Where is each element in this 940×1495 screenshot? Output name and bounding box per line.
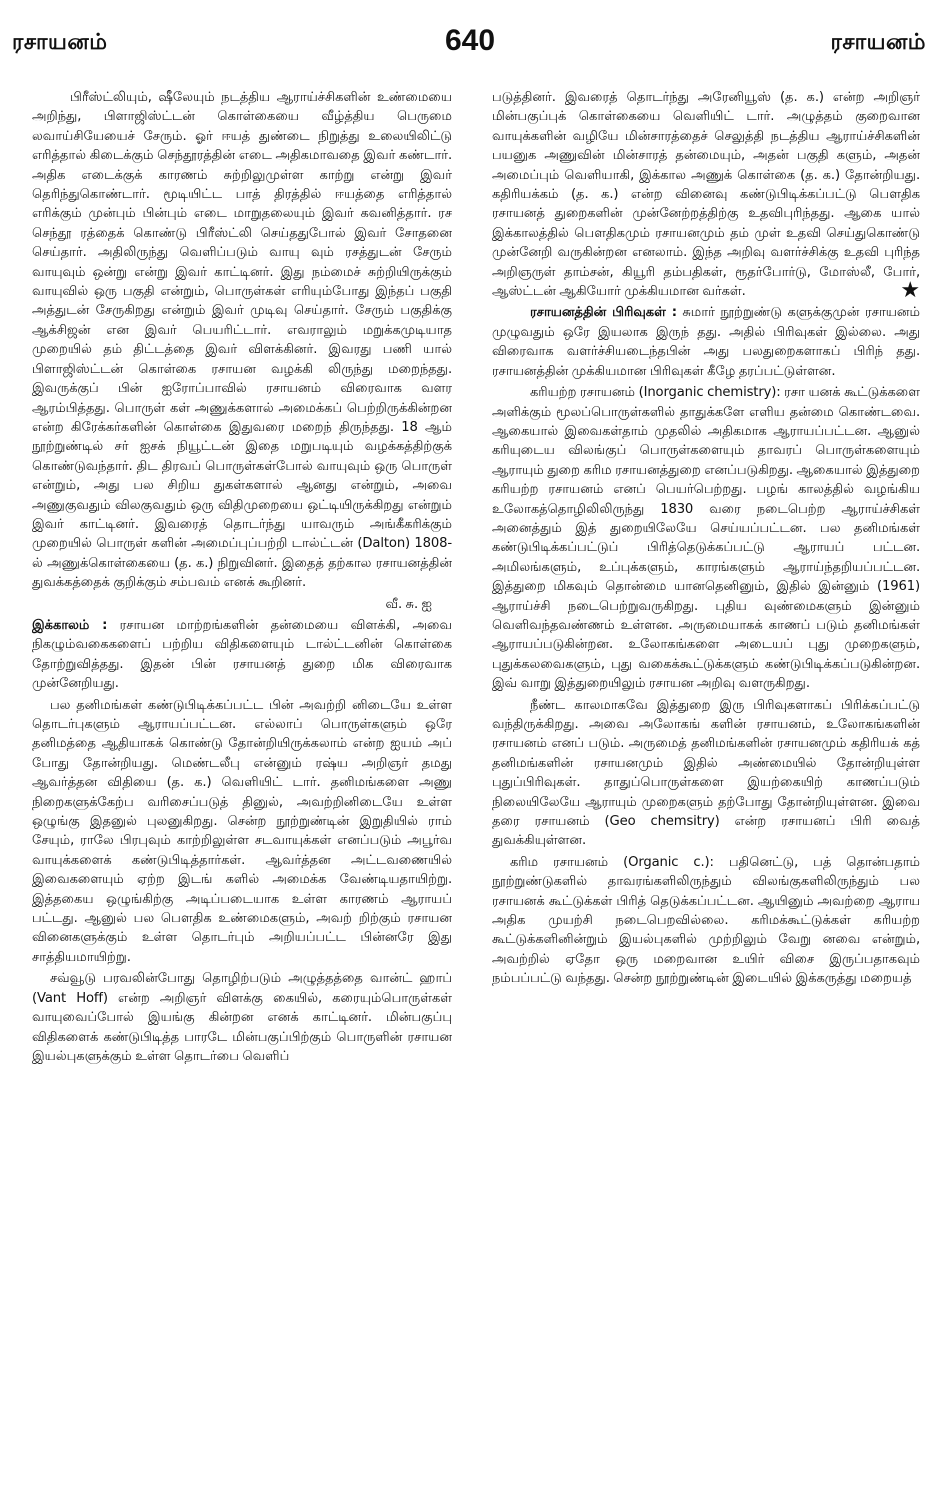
paragraph-modern-era [32,616,452,694]
paragraph-inorganic: கரியற்ற ரசாயனம் (Inorganic chemistry): ரசா யனக் கூட்டுக்களை அளிக்கும் மூலப்பொருள்களில் தாதுக்களே எளிய தன்மை கொண்டவை. ஆகையால் இவைகள்தாம் முதலில் அதிகமாக ஆராயப்பட்டன. ஆனுல் கரியுடைய விலங்குப் பொருள்களையும் தாவரப் பொருள்களையும் ஆராயும் துறை கரிம ரசாயனத்துறை எனப்படுகிறது. ஆகையால் இத்துறை கரியற்ற ரசாயனம் எனப் பெயர்பெற்றது. பழங் காலத்தில் வழங்கிய உலோகத்தொழிலிலிருந்து 1830 வரை நடைபெற்ற ஆராய்ச்சிகள் அனைத்தும் இத் துறையிலேயே செய்யப்பட்டன. பல தனிமங்கள் கண்டுபிடிக்கப்பட்டுப் பிரித்தெடுக்கப்பட்டு ஆராயப் பட்டன. அமிலங்களும், உப்புக்களும், காரங்களும் ஆராய்ந்தறியப்பட்டன. இத்துறை மிகவும் தொன்மை யானதெனினும், இதில் இன்னும் (1961) ஆராய்ச்சி நடைபெற்றுவருகிறது. புதிய வுண்மைகளும் இன்னும் வெளிவந்தவண்ணம் உள்ளன. அருமையாகக் காணப் படும் தனிமங்கள் ஆராயப்படுகின்றன. உலோகங்களை அடையப் புது முறைகளும், புதுக்கலவைகளும், புது வகைக்கூட்டுக்களும் கண்டுபிடிக்கப்படுகின்றன. இவ் வாறு இத்துறையிலும் ரசாயன அறிவு வளருகிறது. [492,385,920,692]
paragraph-lavoisier: பிரீஸ்ட்லியும், ஷீலேயும் நடத்திய ஆராய்ச்சிகளின் உண்மையை அறிந்து, பிளாஜிஸ்ட்டன் கொள்கையை வீழ்த்திய பெருமை லவாய்சியேயைச் சேரும். ஓர் ஈயத் துண்டை நிறுத்து உலையிலிட்டு எரித்தால் கிடைக்கும் செந்தூரத்தின் எடை அதிகமாவதை இவர் கண்டார். அதிக எடைக்குக் காரணம் சுற்றிலுமுள்ள காற்று என்று இவர் தெரிந்துகொண்டார். மூடியிட்ட பாத் திரத்தில் ஈயத்தை எரித்தால் எரிக்கும் முன்பும் பின்பும் எடை மாறுதலையும் இவர் கவனித்தார். ரச செந்தூ ரத்தைக் கொண்டு பிரீஸ்ட்லி செய்ததுபோல் இவர் சோதனை செய்தார். அதிலிருந்து வெளிப்படும் வாயு வும் ரசத்துடன் சேரும் வாயுவும் ஒன்று என்று இவர் காட்டினர். இது நம்மைச் சுற்றியிருக்கும் வாயுவில் ஒரு பகுதி என்றும், பொருள்கள் எரியும்போது இந்தப் பகுதி அத்துடன் சேருகிறது என்றும் இவர் முடிவு செய்தார். சேரும் பகுதிக்கு ஆக்சிஜன் என இவர் பெயரிட்டார். எவராலும் மறுக்கமுடியாத முறையில் தம் திட்டத்தை இவர் விளக்கினர். இவரது பணி யால் பிளாஜிஸ்ட்டன் கொள்கை ரசாயன வழக்கி லிருந்து மறைந்தது. இவருக்குப் பின் ஐரோப்பாவில் ரசாயனம் விரைவாக வளர ஆரம்பித்தது. பொருள் கள் அணுக்களால் அமைக்கப் பெற்றிருக்கின்றன என்ற கிரேக்கர்களின் கொள்கை இதுவரை மறைந் திருந்தது. 18 ஆம் நூற்றுண்டில் சர் ஐசக் நியூட்டன் இதை மறுபடியும் வழக்கத்திற்குக் கொண்டுவந்தார். திட திரவப் பொருள்கள்போல் வாயுவும் ஒரு பொருள் என்றும், அது பல சிறிய துகள்களால் ஆனது என்றும், அவை அணுகுவதும் விலகுவதும் ஒரு விதிமுறையை ஒட்டியிருக்கிறது என்றும் இவர் காட்டினர். இவரைத் தொடர்ந்து யாவரும் அங்கீகரிக்கும் முறையில் பொருள் களின் அமைப்புப்பற்றி டால்ட்டன் (Dalton) 1808-ல் அணுக்கொள்கையை (த. க.) நிறுவினர். இதைத் தற்கால ரசாயனத்தின் துவக்கத்தைக் குறிக்கும் சம்பவம் எனக் கூறினர். [32,90,452,591]
running-title-left: ரசாயனம் [12,30,108,55]
page-header [0,0,940,80]
paragraph-osmosis: சவ்வூடு பரவலின்போது தொழிற்படும் அழுத்தத்தை வான்ட் ஹாப் (Vant Hoff) என்ற அறிஞர் விளக்கு கையில், கரையும்பொருள்கள் வாயுவைப்போல் இயங்கு கின்றன எனக் காட்டினர். மின்பகுப்பு விதிகளைக் கண்டுபிடித்த பாரடே மின்பகுப்பிற்கும் பொருளின் ரசாயன இயல்புகளுக்கும் உள்ள தொடர்பை வெளிப் [32,971,452,1064]
section-heading-branches: ரசாயனத்தின் பிரிவுகள் : [530,305,677,321]
paragraph-branches [492,303,920,381]
paragraph-modern-era-text: ரசாயன மாற்றங்களின் தன்மையை விளக்கி, அவை நிகழும்வகைகளைப் பற்றிய விதிகளையும் டால்ட்டனின் கொள்கை தோற்றுவித்தது. இதன் பின் ரசாயனத் துறை மிக விரைவாக முன்னேறியது. [32,617,452,692]
paragraph-inorganic-divisions: நீண்ட காலமாகவே இத்துறை இரு பிரிவுகளாகப் பிரிக்கப்பட்டு வந்திருக்கிறது. அவை அலோகங் களின் ரசாயனம், உலோகங்களின் ரசாயனம் எனப் படும். அருமைத் தனிமங்களின் ரசாயனமும் கதிரியக் கத் தனிமங்களின் ரசாயனமும் இதில் அண்மையில் தோன்றியுள்ள புதுப்பிரிவுகள். தாதுப்பொருள்களை இயற்கையிற் காணப்படும் நிலையிலேயே ஆராயும் முறைகளும் தற்போது தோன்றியுள்ளன. இவை தரை ரசாயனம் (Geo chemsitry) என்ற ரசாயனப் பிரி வைத் துவக்கியுள்ளன. [492,697,920,849]
paragraph-branches-text: சுமார் நூற்றுண்டு களுக்குமுன் ரசாயனம் முழுவதும் ஒரே இயலாக இருந் தது. அதில் பிரிவுகள் இல்லை. அது விரைவாக வளர்ச்சியடைந்தபின் அது பலதுறைகளாகப் பிரிந் தது. ரசாயனத்தின் முக்கியமான பிரிவுகள் கீழே தரப்பட்டுள்ளன. [492,305,920,379]
page-number: 640 [444,24,496,57]
author-signature: வீ. சு. ஐ [385,596,432,612]
left-column [32,88,452,1488]
paragraph-organic: கரிம ரசாயனம் (Organic c.): பதினெட்டு, பத் தொன்பதாம் நூற்றுண்டுகளில் தாவரங்களிலிருந்தும் விலங்குகளிலிருந்தும் பல ரசாயனக் கூட்டுக்கள் பிரித் தெடுக்கப்பட்டன. ஆயினும் அவற்றை ஆராய அதிக முயற்சி நடைபெறவில்லை. கரிமக்கூட்டுக்கள் கரியற்ற கூட்டுக்களினின்றும் இயல்புகளில் முற்றிலும் வேறு னவை என்றும், அவற்றில் ஏதோ ஒரு மறைவான உயிர் விசை இருப்பதாகவும் நம்பப்பட்டு வந்தது. சென்ற நூற்றுண்டின் இடையில் இக்கருத்து மறையத் [492,854,920,987]
section-heading-modern-era: இக்காலம் : [32,617,108,633]
running-title-right: ரசாயனம் [830,30,926,55]
section-end-star-icon: ★ [900,278,920,304]
paragraph-atomic-theory [492,88,920,304]
paragraph-atomic-theory-text: படுத்தினர். இவரைத் தொடர்ந்து அரேனியூஸ் (த. க.) என்ற அறிஞர் மின்பகுப்புக் கொள்கையை வெளியிட் டார். அழுத்தம் குறைவான வாயுக்களின் வழியே மின்சாரத்தைச் செலுத்தி நடத்திய ஆராய்ச்சிகளின் பயனுக அணுவின் மின்சாரத் தன்மையும், அதன் பகுதி களும், அதன் அமைப்பும் வெளியாகி, இக்கால அணுக் கொள்கை (த. க.) தோன்றியது. கதிரியக்கம் (த. க.) என்ற வினைவு கண்டுபிடிக்கப்பட்டு பௌதிக ரசாயனத் துறைகளின் முன்னேற்றத்திற்கு உதவிபுரிந்தது. ஆகை யால் இக்காலத்தில் பௌதிகமும் ரசாயனமும் தம் முள் உதவி செய்துகொண்டு முன்னேறி வருகின்றன எனலாம். இந்த அறிவு வளர்ச்சிக்கு உதவி புரிந்த அறிஞருள் தாம்சன், கியூரி தம்பதிகள், ரூதர்போர்டு, மோஸ்லீ, போர், ஆஸ்ட்டன் ஆகியோர் முக்கியமான வர்கள். [492,90,920,300]
right-column [492,88,920,1488]
paragraph-elements-relations: பல தனிமங்கள் கண்டுபிடிக்கப்பட்ட பின் அவற்றி னிடையே உள்ள தொடர்புகளும் ஆராயப்பட்டன. எல்லாப் பொருள்களும் ஒரே தனிமத்தை ஆதியாகக் கொண்டு தோன்றியிருக்கலாம் என்ற ஐயம் அப் போது தோன்றியது. மெண்டலீபு என்னும் ரஷ்ய அறிஞர் தமது ஆவர்த்தன விதியை (த. க.) வெளியிட் டார். தனிமங்களை அணு நிறைகளுக்கேற்ப வரிசைப்படுத் தினுல், அவற்றினிடையே உள்ள ஒழுங்கு இதனுல் புலனுகிறது. சென்ற நூற்றுண்டின் இறுதியில் ராம் சேயும், ராலே பிரபுவும் காற்றிலுள்ள சடவாயுக்கள் எனப்படும் அபூர்வ வாயுக்களைக் கண்டுபிடித்தார்கள். ஆவர்த்தன அட்டவணையில் இவைகளையும் ஏற்ற இடங் களில் அமைக்க வேண்டியதாயிற்று. இத்தகைய ஒழுங்கிற்கு அடிப்படையாக உள்ள காரணம் ஆராயப் பட்டது. ஆனுல் பல பௌதிக உண்மைகளும், அவற் றிற்கும் ரசாயன வினைகளுக்கும் உள்ள தொடர்பும் அறியப்பட்ட பின்னரே இது சாத்தியமாயிற்று. [32,697,452,965]
